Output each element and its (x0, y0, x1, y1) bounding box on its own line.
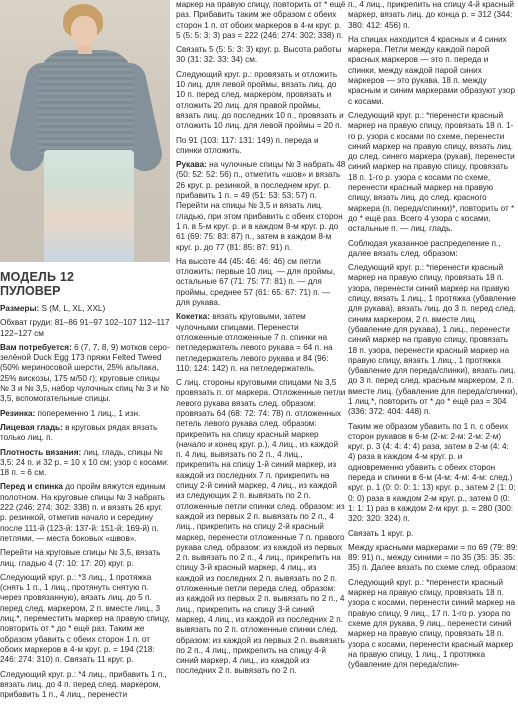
paragraph-text: Таким же образом убавить по 1 п. с обеих сторон рукавов в 6-м (2-м: 2-м: 2-м: 2-м) круг. р. 3 (4: 4: 4: 4) раза, затем в 2-м (4: 4: 4) раза в каждом 4-м круг. р. и одновременно убавить с обеих сторон переда и спинки в 6-м (4-м: 4-м: 4-м: след.) круг. р. 1 (0: 0: 0: 1: 13) круг. р., затем 2 (1: 0: 0: 0) раза в каждом 2-м круг. р., затем 0 (0: 1: 1: 1) раз в каждом 2-м круг. р. = 280 (300: 320: 320: 324) п. (348, 421, 516, 524)
paragraph-label: Размеры: (0, 304, 42, 313)
paragraph (0, 343, 170, 405)
paragraph-text: Между красными маркерами = по 69 (79: 89: 89: 91) п., между синими = по 35 (35: 35: 35: 35) п. Далее вязать по схеме след. образом: (348, 542, 518, 573)
paragraph-label: Плотность вязания: (0, 447, 84, 457)
paragraph-text: Следующий круг. р.: *перенести красный маркер на правую спицу, провязать 18 п. узора с косами, перенести синий маркер на правую спицу, 9 лиц., 17 п. 1-го р. узора по схеме для рукава, 9 лиц., перенести синий маркер на правую спицу, провязать 18 п. узора с косами, перенести красный маркер на правую спицу, 1 лиц., 1 протяжка (убавление для переда/спин- (348, 577, 516, 670)
paragraph-text: S (M, L, XL, XXL) (41, 304, 106, 313)
paragraph-text: маркер на правую спицу, повторить от * ещё раз. Прибавить таким же образом с обеих сторон 1 п. от обоих маркеров в 4-м круг. р. 5 (5: 5: 3: 3) раз = 222 (246: 274: 302: 338) п. (176, 0, 346, 40)
photo-skirt (44, 150, 134, 262)
paragraph (0, 448, 170, 479)
paragraph (176, 160, 346, 253)
column-3 (348, 0, 518, 674)
paragraph-text: лиц. гладь, спицы № 3,5: 24 п. и 32 р. = 10 х 10 см; узор с косами: 18 п. = 6 см. (0, 447, 169, 478)
paragraph (176, 378, 346, 677)
column-1-text (0, 304, 170, 700)
paragraph (0, 318, 170, 339)
model-subtitle: ПУЛОВЕР (0, 284, 61, 298)
paragraph-label: Рукава: (176, 160, 210, 170)
paragraph-text: На спицах находится 4 красных и 4 синих маркера. Петли между каждой парой красных маркеров — это п. переда и спинки, между каждой парой синих маркеров — это рукава. 18 п. между красным и синим маркерами образуют узор с косами. (348, 34, 516, 106)
paragraph-text: С лиц. стороны круговыми спицами № 3,5 провязать п. от маркера. Отложенные петли левого рукава вязать след. образом: провязать 64 (68: 72: 74: 78) п. отложенных петель левого рукава след. образом: прикрепить на спицу красный маркер (начало и конец круг. р.), 4 лиц., из каждой п. 4 лиц. вывязать по 2 п., 4 лиц., прикрепить на спицу 1-й синий маркер, из каждой из последних 7 п. прикрепить на спицу 2-й синий маркер, 4 лиц., из каждой из следующих 2 п. вывязать по 2 п. отложенные петли спинки след. образом: из каждой из первых 2 п. вывязать по 2 п., 4 лиц., прикрепить на спицу 2-й красный маркер, перенести отложенные 7 п. правого рукава след. образом: из каждой из первых 2 п. вывязать по 2 п., 4 лиц., прикрепить на спицу 3-й красный маркер, 4 лиц., из каждой из последних 2 п. вывязать по 2 п. отложенные петли переда след. образом: из каждой из первых 2 п. вывязать по 2 п., 4 лиц., прикрепить на спицу 3-й синий маркер, 4 лиц., из каждой из последних 2 п. вывязать по 2 п. отложенные спинки след. образом: из каждой из первых 2 п. вывязать по 2 п., 4 лиц., прикрепить на спицу 4-й синий маркер, 4 лиц., из каждой из последних 2 п. вывязать по 2 п. (176, 378, 346, 676)
model-title: МОДЕЛЬ 12 (0, 270, 75, 284)
paragraph-label: Лицевая гладь: (0, 422, 66, 432)
paragraph-text: Следующий круг. р.: *3 лиц., 1 протяжка (снять 1 п., 1 лиц., протянуть снятую п. через провязанную), вязать лиц. до 5 п. перед след. маркером, 2 п. вместе лиц., 3 лиц.*, переместить маркер на правую спицу, повторить от * до * ещё раз. Таким же образом убавить с обеих сторон 1 п. от обоих маркеров в 4-м круг. р. = 194 (218: 246: 274: 310) п. Связать 11 круг. р. (0, 572, 170, 665)
photo-face (71, 16, 97, 46)
paragraph-label: Вам потребуется: (0, 342, 75, 352)
model-photo (0, 0, 170, 262)
paragraph (348, 263, 518, 417)
paragraph-text: Связать 5 (5: 5: 3: 3) круг. р. Высота работы 30 (31: 32: 33: 34) см. (176, 45, 342, 65)
column-3-text (348, 0, 518, 670)
paragraph-label: Кокетка: (176, 312, 213, 322)
paragraph-text: Следующий круг. р.: *4 лиц., прибавить 1 п., вязать лиц. до 4 п. перед след. маркером, прибавить 1 п., 4 лиц., перенести (0, 669, 167, 700)
paragraph (348, 0, 518, 31)
paragraph (0, 670, 170, 701)
paragraph (348, 422, 518, 525)
paragraph (0, 409, 170, 419)
paragraph (0, 573, 170, 666)
paragraph (0, 304, 170, 314)
paragraph (176, 312, 346, 374)
paragraph-text: По 91 (103: 117: 131: 149) п. переда и спинки отложить. (176, 135, 319, 155)
paragraph-text: вязать круговыми, затем чулочными спицами. Перенести отложенные отложенные 7 п. спинки на петледержатель левого рукава = 64 п. на петледержатель левого рукава и 84 (96: 110: 124: 142) п. на петледержатель. (176, 312, 333, 373)
paragraph-text: до пройм вяжутся единым полотном. На круговые спицы № 3 набрать 222 (246: 274: 302: 338) п. и вязать 26 круг. р. резинкой, отметив начало и середину после 111-й (123-й: 137-й: 151-й: 169-й) п. петлями, — места боковых «швов». (0, 482, 166, 543)
paragraph (348, 239, 518, 260)
column-1 (0, 270, 170, 704)
paragraph (348, 111, 518, 235)
paragraph-text: п., 4 лиц., прикрепить на спицу 4-й красный маркер, вязать лиц. до конца р. = 312 (344: 380: 412: 456) п. (348, 0, 514, 30)
paragraph (348, 543, 518, 574)
paragraph (348, 578, 518, 671)
paragraph (0, 423, 170, 444)
paragraph (176, 70, 346, 132)
paragraph (176, 136, 346, 157)
paragraph-text: в круговых рядах вязать только лиц. п. (0, 422, 158, 443)
paragraph-text: попеременно 1 лиц., 1 изн. (37, 408, 141, 418)
paragraph (0, 548, 170, 569)
paragraph (176, 45, 346, 66)
paragraph (0, 482, 170, 544)
paragraph-text: Соблюдая указанное распределение п., далее вязать след. образом: (348, 238, 501, 258)
column-2-text (176, 0, 346, 677)
paragraph-text: На высоте 44 (45: 46: 46: 46) см петли отложить: первые 10 лиц. — для проймы, остальные 67 (71: 75: 77: 81) п. — для проймы, среднее 57 (61: 65: 67: 71) п. — для рукава. (176, 256, 336, 308)
paragraph-label: Перед и спинка (0, 482, 66, 492)
paragraph (176, 0, 346, 41)
paragraph-text: Обхват груди: 81–86 91–97 102–107 112–117 122–127 см (0, 318, 170, 338)
photo-sweater (38, 50, 134, 158)
paragraph-text: на чулочные спицы № 3 набрать 48 (50: 52: 52: 56) п., отметить «шов» и вязать 26 круг. р. резинкой, в последнем круг. р. прибавить 1 п. = 49 (51: 53: 53: 57) п. Перейти на спицы № 3,5 и вязать лиц. гладью, при этом прибавить с обеих сторон 1 п. в 5-м круг. р. и в каждом 8-м круг. р. до 61 (69: 75: 83: 87) п., затем в каждом 8-м круг. р. до 77 (81: 85: 87: 91) п. (176, 160, 346, 252)
paragraph-text: Следующий круг. р.: *перенести красный маркер на правую спицу, провязать 18 п. узора, перенести синий маркер на правую спицу, вязать 1 лиц., 1 протяжка (убавление для рукава), вязать лиц. до 3 п. перед след. синим маркером, 2 п. вместе лиц. (убавление для рукава), 1 лиц., перенести синий маркер на правую спицу, провязать 18 п. узора, перенести красный маркер на правую спицу, вязать 1 лиц., 1 протяжка (убавление для переда/спинки), вязать лиц. до 3 п. перед след. красным маркером, 2 п. вместе лиц. (убавление для переда/спинки), 1 лиц.*, повторить от * до * ещё раз = 304 (336: 372: 404: 448) п. (348, 263, 518, 417)
paragraph-text: Связать 1 круг. р. (348, 528, 414, 538)
paragraph-text: Следующий круг. р.: провязать и отложить 10 лиц. для левой проймы, вязать лиц. до 10 п. перед след. маркером, провязать и отложить 20 лиц. для правой проймы, вязать лиц. до последних 10 п., провязать и отложить 10 лиц. для левой проймы = 20 п. (176, 69, 344, 131)
paragraph (348, 529, 518, 539)
paragraph-text: Перейти на круговые спицы № 3,5, вязать лиц. гладью 4 (7: 10: 17: 20) круг. р. (0, 548, 161, 568)
paragraph (348, 35, 518, 107)
paragraph-label: Резинка: (0, 408, 38, 418)
paragraph-text: Следующий круг. р.: *перенести красный маркер на правую спицу, провязать 18 п. 1-го р. узора с косами по схеме, перенести синий маркер на правую спицу, вязать лиц. до след. синего маркера (рукав), перенести синий маркер на правую спицу, провязать 18 п. 1-го р. узора с косами по схеме, перенести красный маркер на правую спицу, вязать лиц. до след. красного маркера (п. переда/спинки)*, повторить от * до * ещё раз. Всего 4 узора с косами, остальные п. — лиц. гладь. (348, 110, 515, 234)
paragraph (176, 257, 346, 308)
column-2 (176, 0, 346, 681)
paragraph-text: 6 (7, 7, 8, 9) мотков серо-зелёной Duck Egg 173 пряжи Felted Tweed (50% мериносовой шерсти, 25% альпака, 25% вискозы, 175 м/50 г); круговые спицы № 3 и № 3,5, набор чулочных спиц № 3 и № 3,5, вспомогательные спицы. (0, 342, 170, 404)
